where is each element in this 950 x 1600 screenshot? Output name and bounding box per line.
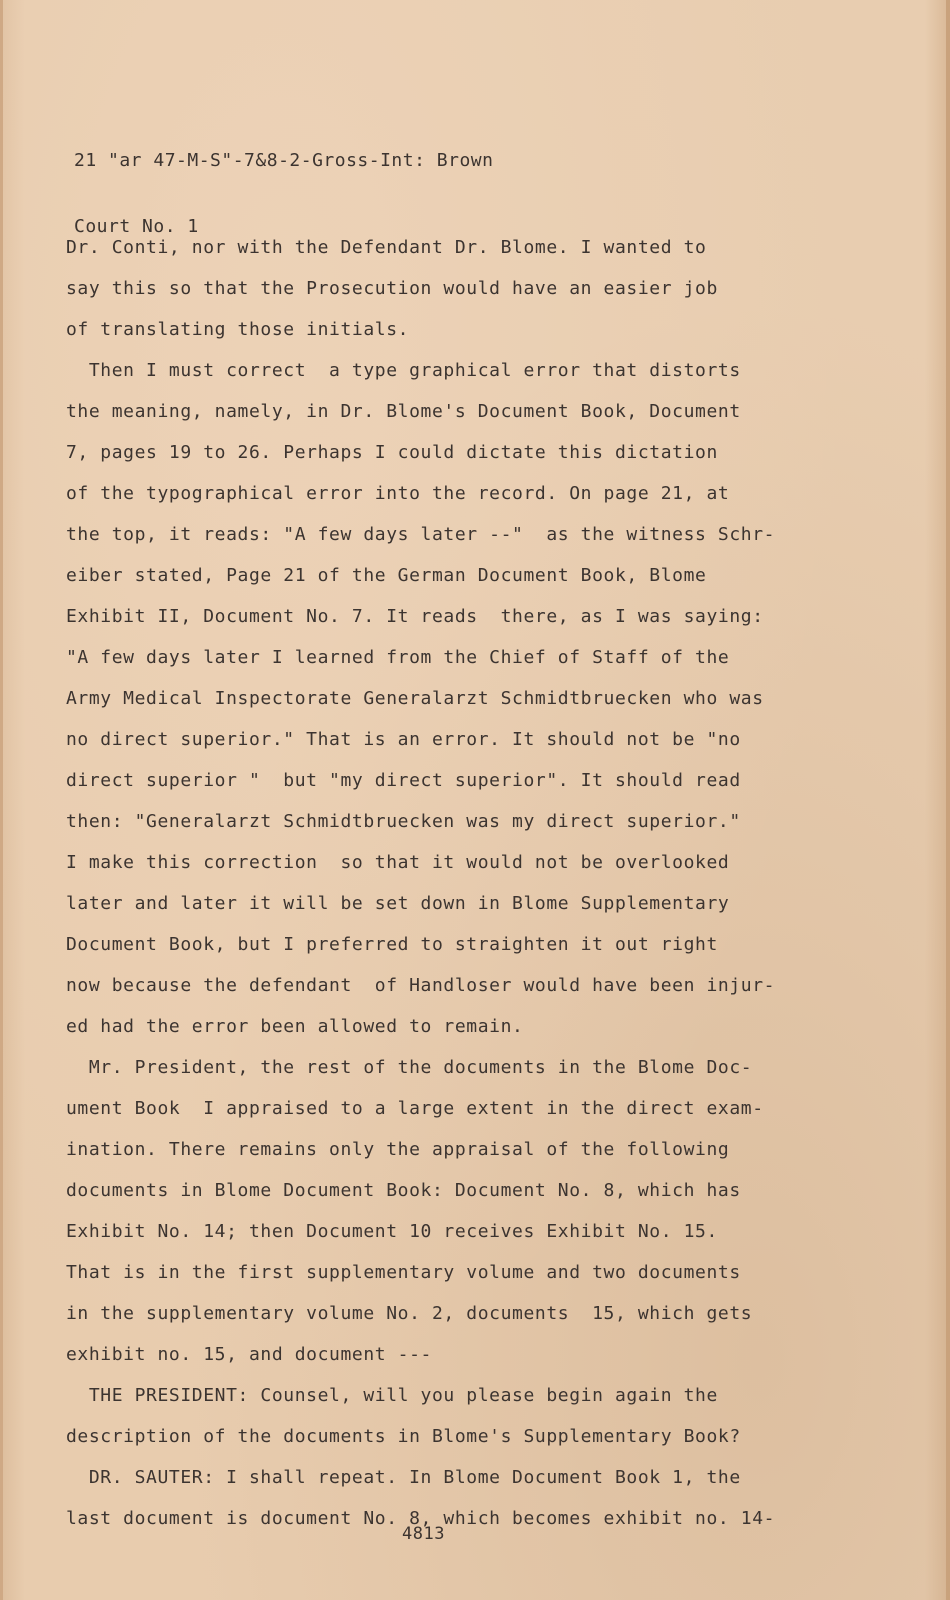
text-line: the meaning, namely, in Dr. Blome's Document Book, Document (66, 401, 741, 422)
text-line: direct superior " but "my direct superior". It should read (66, 770, 741, 791)
text-line: eiber stated, Page 21 of the German Document Book, Blome (66, 565, 707, 586)
text-line: THE PRESIDENT: Counsel, will you please begin again the (66, 1385, 718, 1406)
text-line: no direct superior." That is an error. It should not be "no (66, 729, 741, 750)
text-line: of the typographical error into the record. On page 21, at (66, 483, 730, 504)
paper-edge-right (946, 0, 950, 1600)
text-line: now because the defendant of Handloser would have been injur- (66, 975, 776, 996)
text-line: exhibit no. 15, and document --- (66, 1344, 432, 1365)
text-line: Exhibit II, Document No. 7. It reads there, as I was saying: (66, 606, 764, 627)
text-line: the top, it reads: "A few days later --" as the witness Schr- (66, 524, 776, 545)
text-line: Document Book, but I preferred to straighten it out right (66, 934, 718, 955)
text-line: DR. SAUTER: I shall repeat. In Blome Document Book 1, the (66, 1467, 741, 1488)
transcript-body (66, 227, 826, 1539)
page-number: 4813 (402, 1524, 445, 1544)
text-line: in the supplementary volume No. 2, documents 15, which gets (66, 1303, 753, 1324)
text-line: say this so that the Prosecution would have an easier job (66, 278, 718, 299)
header-session-line: 21 "ar 47-M-S"-7&8-2-Gross-Int: Brown (74, 150, 494, 171)
text-line: ument Book I appraised to a large extent in the direct exam- (66, 1098, 764, 1119)
text-line: "A few days later I learned from the Chief of Staff of the (66, 647, 730, 668)
text-line: later and later it will be set down in Blome Supplementary (66, 893, 730, 914)
text-line: last document is document No. 8, which becomes exhibit no. 14- (66, 1508, 776, 1529)
text-line: then: "Generalarzt Schmidtbruecken was my direct superior." (66, 811, 741, 832)
text-line: That is in the first supplementary volume and two documents (66, 1262, 741, 1283)
paper-edge-left (0, 0, 3, 1600)
text-line: documents in Blome Document Book: Document No. 8, which has (66, 1180, 741, 1201)
text-line: Army Medical Inspectorate Generalarzt Schmidtbruecken who was (66, 688, 764, 709)
text-line: description of the documents in Blome's Supplementary Book? (66, 1426, 741, 1447)
text-line: Mr. President, the rest of the documents in the Blome Doc- (66, 1057, 753, 1078)
text-line: Exhibit No. 14; then Document 10 receives Exhibit No. 15. (66, 1221, 718, 1242)
text-line: I make this correction so that it would not be overlooked (66, 852, 730, 873)
text-line: ed had the error been allowed to remain. (66, 1016, 524, 1037)
text-line: Dr. Conti, nor with the Defendant Dr. Blome. I wanted to (66, 237, 707, 258)
text-line: of translating those initials. (66, 319, 410, 340)
text-line: 7, pages 19 to 26. Perhaps I could dictate this dictation (66, 442, 718, 463)
text-line: Then I must correct a type graphical error that distorts (66, 360, 741, 381)
header-court-line: Court No. 1 (74, 216, 199, 237)
text-line: ination. There remains only the appraisal of the following (66, 1139, 730, 1160)
